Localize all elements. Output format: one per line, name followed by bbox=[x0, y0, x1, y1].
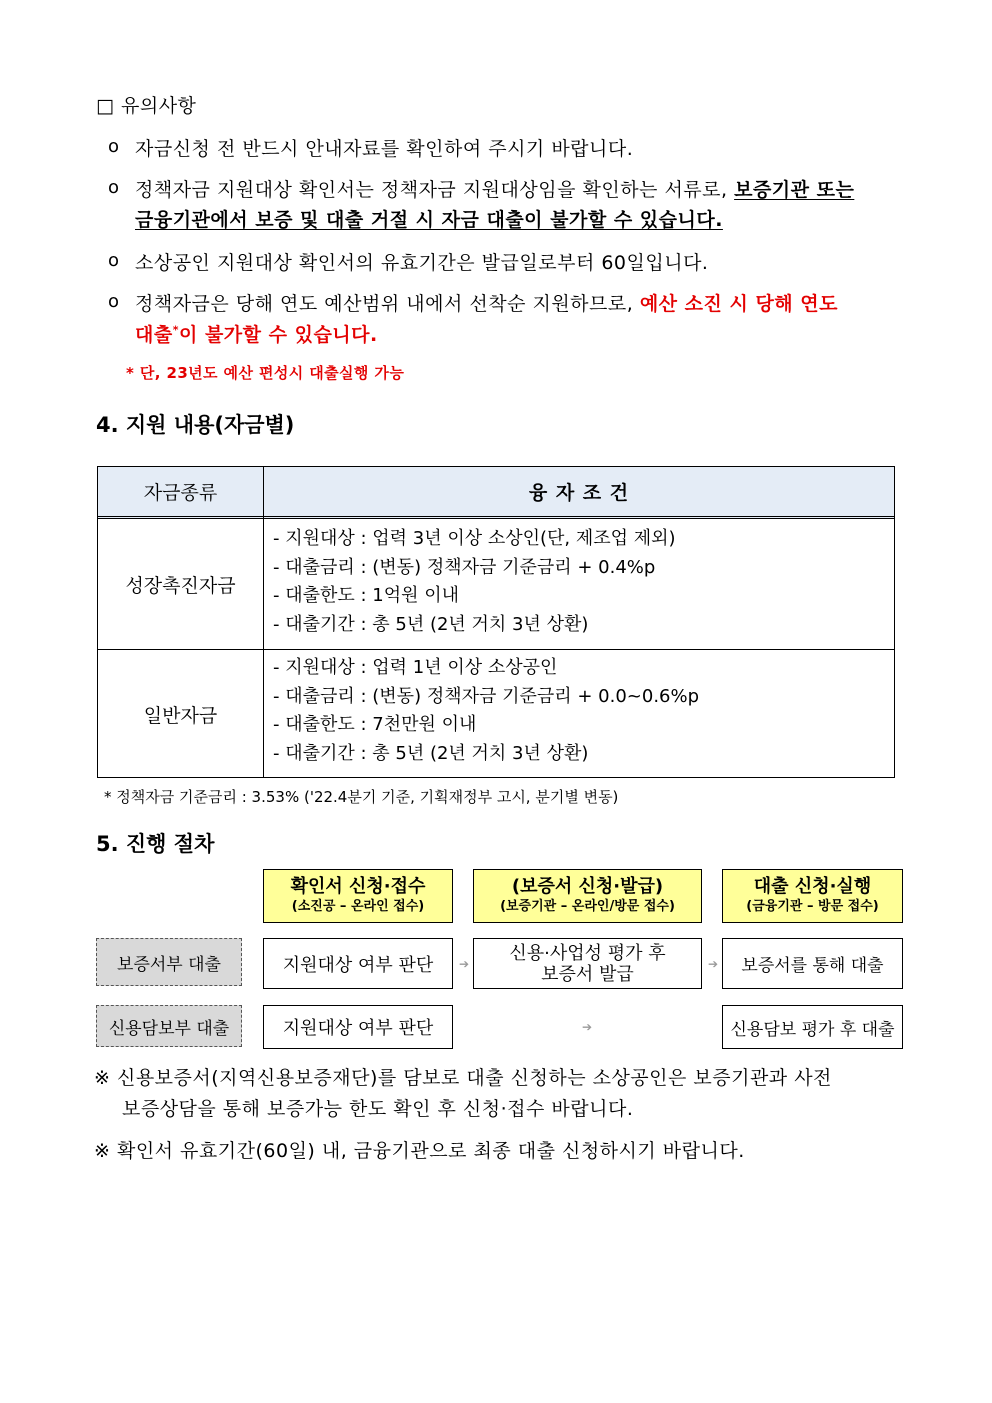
arrow-right-icon: ➔ bbox=[708, 957, 719, 971]
section5-heading: 5. 진행 절차 bbox=[96, 832, 215, 856]
condition-line: - 대출금리 : (변동) 정책자금 기준금리 + 0.4%p bbox=[273, 556, 656, 578]
table-header-conditions: 융 자 조 건 bbox=[528, 482, 630, 504]
flow2-step1: 지원대상 여부 판단 bbox=[263, 1005, 453, 1049]
arrow-right-icon: ➔ bbox=[582, 1020, 593, 1034]
notice-item-3: 소상공인 지원대상 확인서의 유효기간은 발급일로부터 60일입니다. bbox=[135, 252, 709, 274]
table-row-1-type: 성장촉진자금 bbox=[125, 574, 236, 597]
condition-line: - 대출한도 : 7천만원 이내 bbox=[273, 714, 477, 735]
condition-line: - 대출한도 : 1억원 이내 bbox=[273, 585, 460, 606]
flow1-step2 bbox=[473, 938, 702, 989]
condition-line: - 대출기간 : 총 5년 (2년 거치 3년 상환) bbox=[273, 613, 589, 635]
stage-loan bbox=[722, 869, 903, 923]
bullet-marker: o bbox=[108, 250, 120, 271]
note-1-line1: ※ 신용보증서(지역신용보증재단)를 담보로 대출 신청하는 소상공인은 보증기관과 사전 bbox=[94, 1067, 832, 1089]
notice-item-2-emphasis: 보증기관 또는 bbox=[734, 179, 855, 201]
notice-item-4-line1 bbox=[135, 289, 838, 316]
stage-subtitle: (소진공 – 온라인 접수) bbox=[291, 899, 425, 914]
condition-line: - 지원대상 : 업력 3년 이상 소상인(단, 제조업 제외) bbox=[273, 528, 676, 549]
condition-line: - 대출금리 : (변동) 정책자금 기준금리 + 0.0~0.6%p bbox=[273, 685, 700, 707]
notice-item-1: 자금신청 전 반드시 안내자료를 확인하여 주시기 바랍니다. bbox=[135, 138, 634, 160]
notice-item-2-line1 bbox=[135, 175, 854, 202]
notice-item-4-line2 bbox=[135, 320, 378, 347]
bullet-marker: o bbox=[108, 177, 120, 198]
stage-confirmation bbox=[263, 869, 453, 923]
notice-item-4-plain: 정책자금은 당해 연도 예산범위 내에서 선착순 지원하므로, bbox=[135, 293, 640, 315]
condition-line: - 대출기간 : 총 5년 (2년 거치 3년 상환) bbox=[273, 742, 589, 764]
notice-item-4-loan-word: 대출 bbox=[135, 324, 173, 346]
stage-guarantee bbox=[473, 869, 702, 923]
flow1-step2-line2: 보증서 발급 bbox=[541, 963, 634, 985]
flow1-step2-line1: 신용·사업성 평가 후 bbox=[509, 942, 666, 964]
arrow-right-icon: ➔ bbox=[459, 957, 470, 971]
footnote-marker: * bbox=[172, 323, 179, 337]
notice-heading: □ 유의사항 bbox=[96, 95, 197, 117]
bullet-marker: o bbox=[108, 136, 120, 157]
stage-title: (보증서 신청·발급) bbox=[511, 876, 664, 897]
notice-item-2-line2: 금융기관에서 보증 및 대출 거절 시 자금 대출이 불가할 수 있습니다. bbox=[135, 209, 723, 231]
flow1-step3: 보증서를 통해 대출 bbox=[722, 938, 903, 989]
table-row-2-conditions bbox=[273, 654, 699, 768]
condition-line: - 지원대상 : 업력 1년 이상 소상공인 bbox=[273, 657, 558, 678]
stage-title: 대출 신청·실행 bbox=[753, 876, 872, 897]
table-header-fund-type: 자금종류 bbox=[143, 482, 218, 504]
table-row-1-conditions bbox=[273, 525, 676, 639]
notice-item-4-warning: 예산 소진 시 당해 연도 bbox=[639, 293, 838, 315]
flow-label-guarantee-loan: 보증서부 대출 bbox=[96, 938, 242, 986]
notice-footnote: * 단, 23년도 예산 편성시 대출실행 가능 bbox=[126, 364, 405, 382]
notice-item-2-plain: 정책자금 지원대상 확인서는 정책자금 지원대상임을 확인하는 서류로, bbox=[135, 179, 735, 201]
note-1-line2: 보증상담을 통해 보증가능 한도 확인 후 신청·접수 바랍니다. bbox=[122, 1098, 634, 1120]
support-table bbox=[97, 466, 895, 778]
flow-label-credit-loan: 신용담보부 대출 bbox=[96, 1005, 242, 1047]
note-2: ※ 확인서 유효기간(60일) 내, 금융기관으로 최종 대출 신청하시기 바랍니다. bbox=[94, 1140, 745, 1162]
flow1-step1: 지원대상 여부 판단 bbox=[263, 938, 453, 989]
stage-subtitle: (금융기관 – 방문 접수) bbox=[746, 899, 879, 914]
flow2-step3: 신용담보 평가 후 대출 bbox=[722, 1005, 903, 1049]
stage-subtitle: (보증기관 – 온라인/방문 접수) bbox=[500, 899, 675, 914]
table-row-2-type: 일반자금 bbox=[143, 704, 218, 727]
stage-title: 확인서 신청·접수 bbox=[290, 876, 426, 897]
section4-heading: 4. 지원 내용(자금별) bbox=[96, 413, 295, 437]
table-footnote: * 정책자금 기준금리 : 3.53% ('22.4분기 기준, 기획재정부 고시, 분기별 변동) bbox=[104, 788, 619, 806]
bullet-marker: o bbox=[108, 291, 120, 312]
notice-item-4-warning-tail: 이 불가할 수 있습니다. bbox=[178, 324, 378, 346]
